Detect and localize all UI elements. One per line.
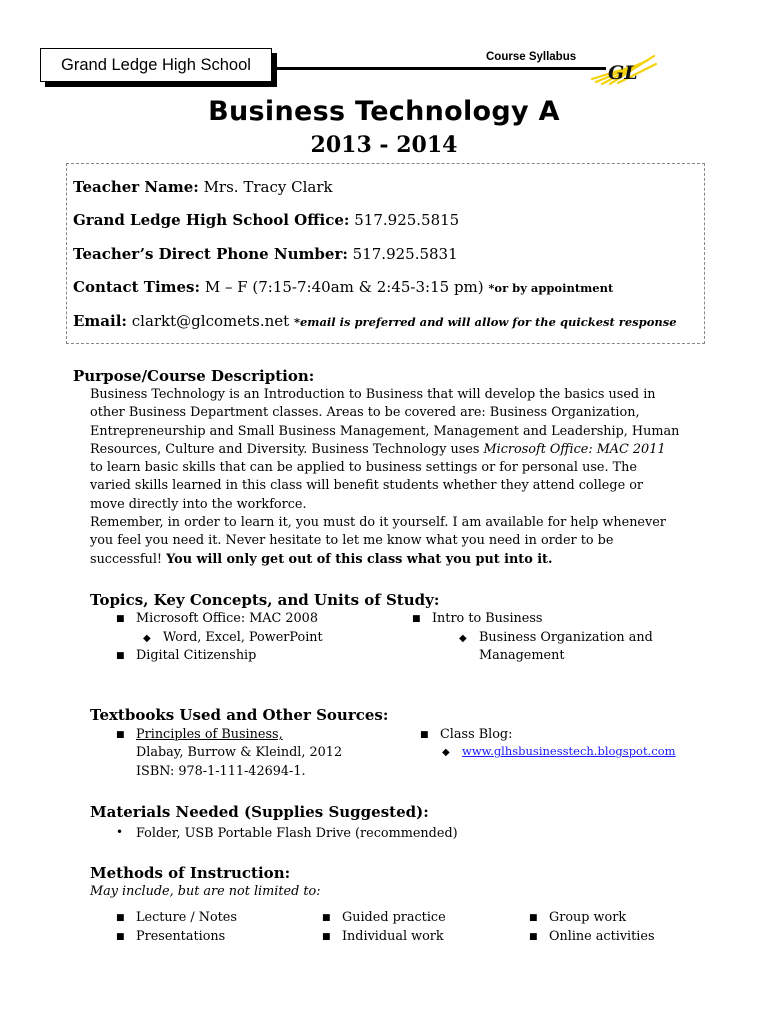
header-rule: [276, 67, 606, 70]
methods-heading: Methods of Instruction:: [90, 864, 291, 882]
list-item: ■ Presentations: [116, 929, 226, 944]
office-phone-row: [73, 211, 459, 229]
school-name-box: [40, 48, 272, 82]
school-year: 2013 - 2014: [310, 132, 458, 158]
office-phone-value: 517.925.5815: [354, 211, 460, 229]
teacher-name-row: [73, 178, 333, 196]
office-phone-label: Grand Ledge High School Office:: [73, 211, 350, 229]
contact-times-label: Contact Times:: [73, 278, 201, 296]
logo-text: GL: [608, 62, 638, 84]
purpose-paragraph-2: Remember, in order to learn it, you must do it yourself. I am available for help whenever you feel you need it. Never hesitate to let me know what you need in order to be successful! You will only get out of this class what you put into it.: [90, 515, 666, 567]
list-item: ■ Digital Citizenship: [116, 648, 257, 663]
list-item-continued: Management: [479, 648, 565, 663]
methods-subheading: May include, but are not limited to:: [90, 884, 321, 899]
list-item: ■ Guided practice: [322, 910, 446, 925]
diamond-bullet-icon: ◆: [143, 633, 151, 644]
list-item: ■ Online activities: [529, 929, 655, 944]
list-item: ■ Class Blog:: [420, 727, 513, 742]
direct-phone-label: Teacher’s Direct Phone Number:: [73, 245, 348, 263]
contact-times-row: [73, 278, 613, 296]
contact-times-note: *or by appointment: [488, 281, 614, 295]
email-value[interactable]: clarkt@glcomets.net: [131, 312, 290, 330]
class-blog-link[interactable]: www.glhsbusinesstech.blogspot.com: [462, 744, 676, 758]
teacher-name-value: Mrs. Tracy Clark: [203, 178, 333, 196]
list-item: ■ Individual work: [322, 929, 444, 944]
book-isbn: ISBN: 978-1-111-42694-1.: [136, 764, 306, 779]
diamond-bullet-icon: ◆: [459, 633, 467, 644]
diamond-bullet-icon: ◆: [442, 747, 450, 758]
school-logo: [588, 50, 658, 90]
bullet-icon: ■: [116, 730, 125, 740]
list-item: ◆ Business Organization and: [459, 630, 653, 645]
list-item: ■ Intro to Business: [412, 611, 543, 626]
bullet-icon: ■: [116, 932, 125, 942]
list-item: ■ Group work: [529, 910, 627, 925]
purpose-heading: Purpose/Course Description:: [73, 367, 315, 385]
round-bullet-icon: •: [116, 825, 124, 839]
email-note: *email is preferred and will allow for the quickest response: [293, 315, 677, 329]
purpose-paragraph-1: Business Technology is an Introduction to Business that will develop the basics used in other Business Department classes. Areas to be covered are: Business Organization, Entrepreneurship and Small Business Management, Management and Leadership, Human Resources, Culture and Diversity. Business Technology uses Microsoft Office: MAC 2011 to learn basic skills that can be applied to business settings or for personal use. The varied skills learned in this class will benefit students whether they attend college or move directly into the workforce.: [90, 387, 680, 512]
list-item: ■ Microsoft Office: MAC 2008: [116, 611, 318, 626]
email-row: [73, 312, 677, 330]
direct-phone-value: 517.925.5831: [352, 245, 458, 263]
list-item: [442, 744, 676, 759]
bullet-icon: ■: [412, 614, 421, 624]
bullet-icon: ■: [420, 730, 429, 740]
bullet-icon: ■: [116, 614, 125, 624]
book-title: Principles of Business,: [136, 727, 283, 742]
bullet-icon: ■: [116, 913, 125, 923]
list-item: ■ Lecture / Notes: [116, 910, 237, 925]
list-item: ◆ Word, Excel, PowerPoint: [143, 630, 323, 645]
purpose-description: [90, 386, 680, 569]
direct-phone-row: [73, 245, 458, 263]
course-syllabus-label: Course Syllabus: [486, 51, 577, 63]
textbooks-heading: Textbooks Used and Other Sources:: [90, 706, 389, 724]
topics-heading: Topics, Key Concepts, and Units of Study:: [90, 591, 440, 609]
materials-heading: Materials Needed (Supplies Suggested):: [90, 803, 429, 821]
school-name: Grand Ledge High School: [61, 56, 251, 74]
teacher-name-label: Teacher Name:: [73, 178, 199, 196]
bullet-icon: ■: [322, 932, 331, 942]
email-label: Email:: [73, 312, 127, 330]
list-item: • Folder, USB Portable Flash Drive (recommended): [116, 825, 458, 841]
page-title: Business Technology A: [208, 96, 560, 127]
list-item: [116, 727, 283, 742]
bullet-icon: ■: [322, 913, 331, 923]
bullet-icon: ■: [529, 932, 538, 942]
bullet-icon: ■: [116, 651, 125, 661]
contact-times-value: M – F (7:15-7:40am & 2:45-3:15 pm): [204, 278, 484, 296]
book-authors: Dlabay, Burrow & Kleindl, 2012: [136, 745, 343, 760]
bullet-icon: ■: [529, 913, 538, 923]
